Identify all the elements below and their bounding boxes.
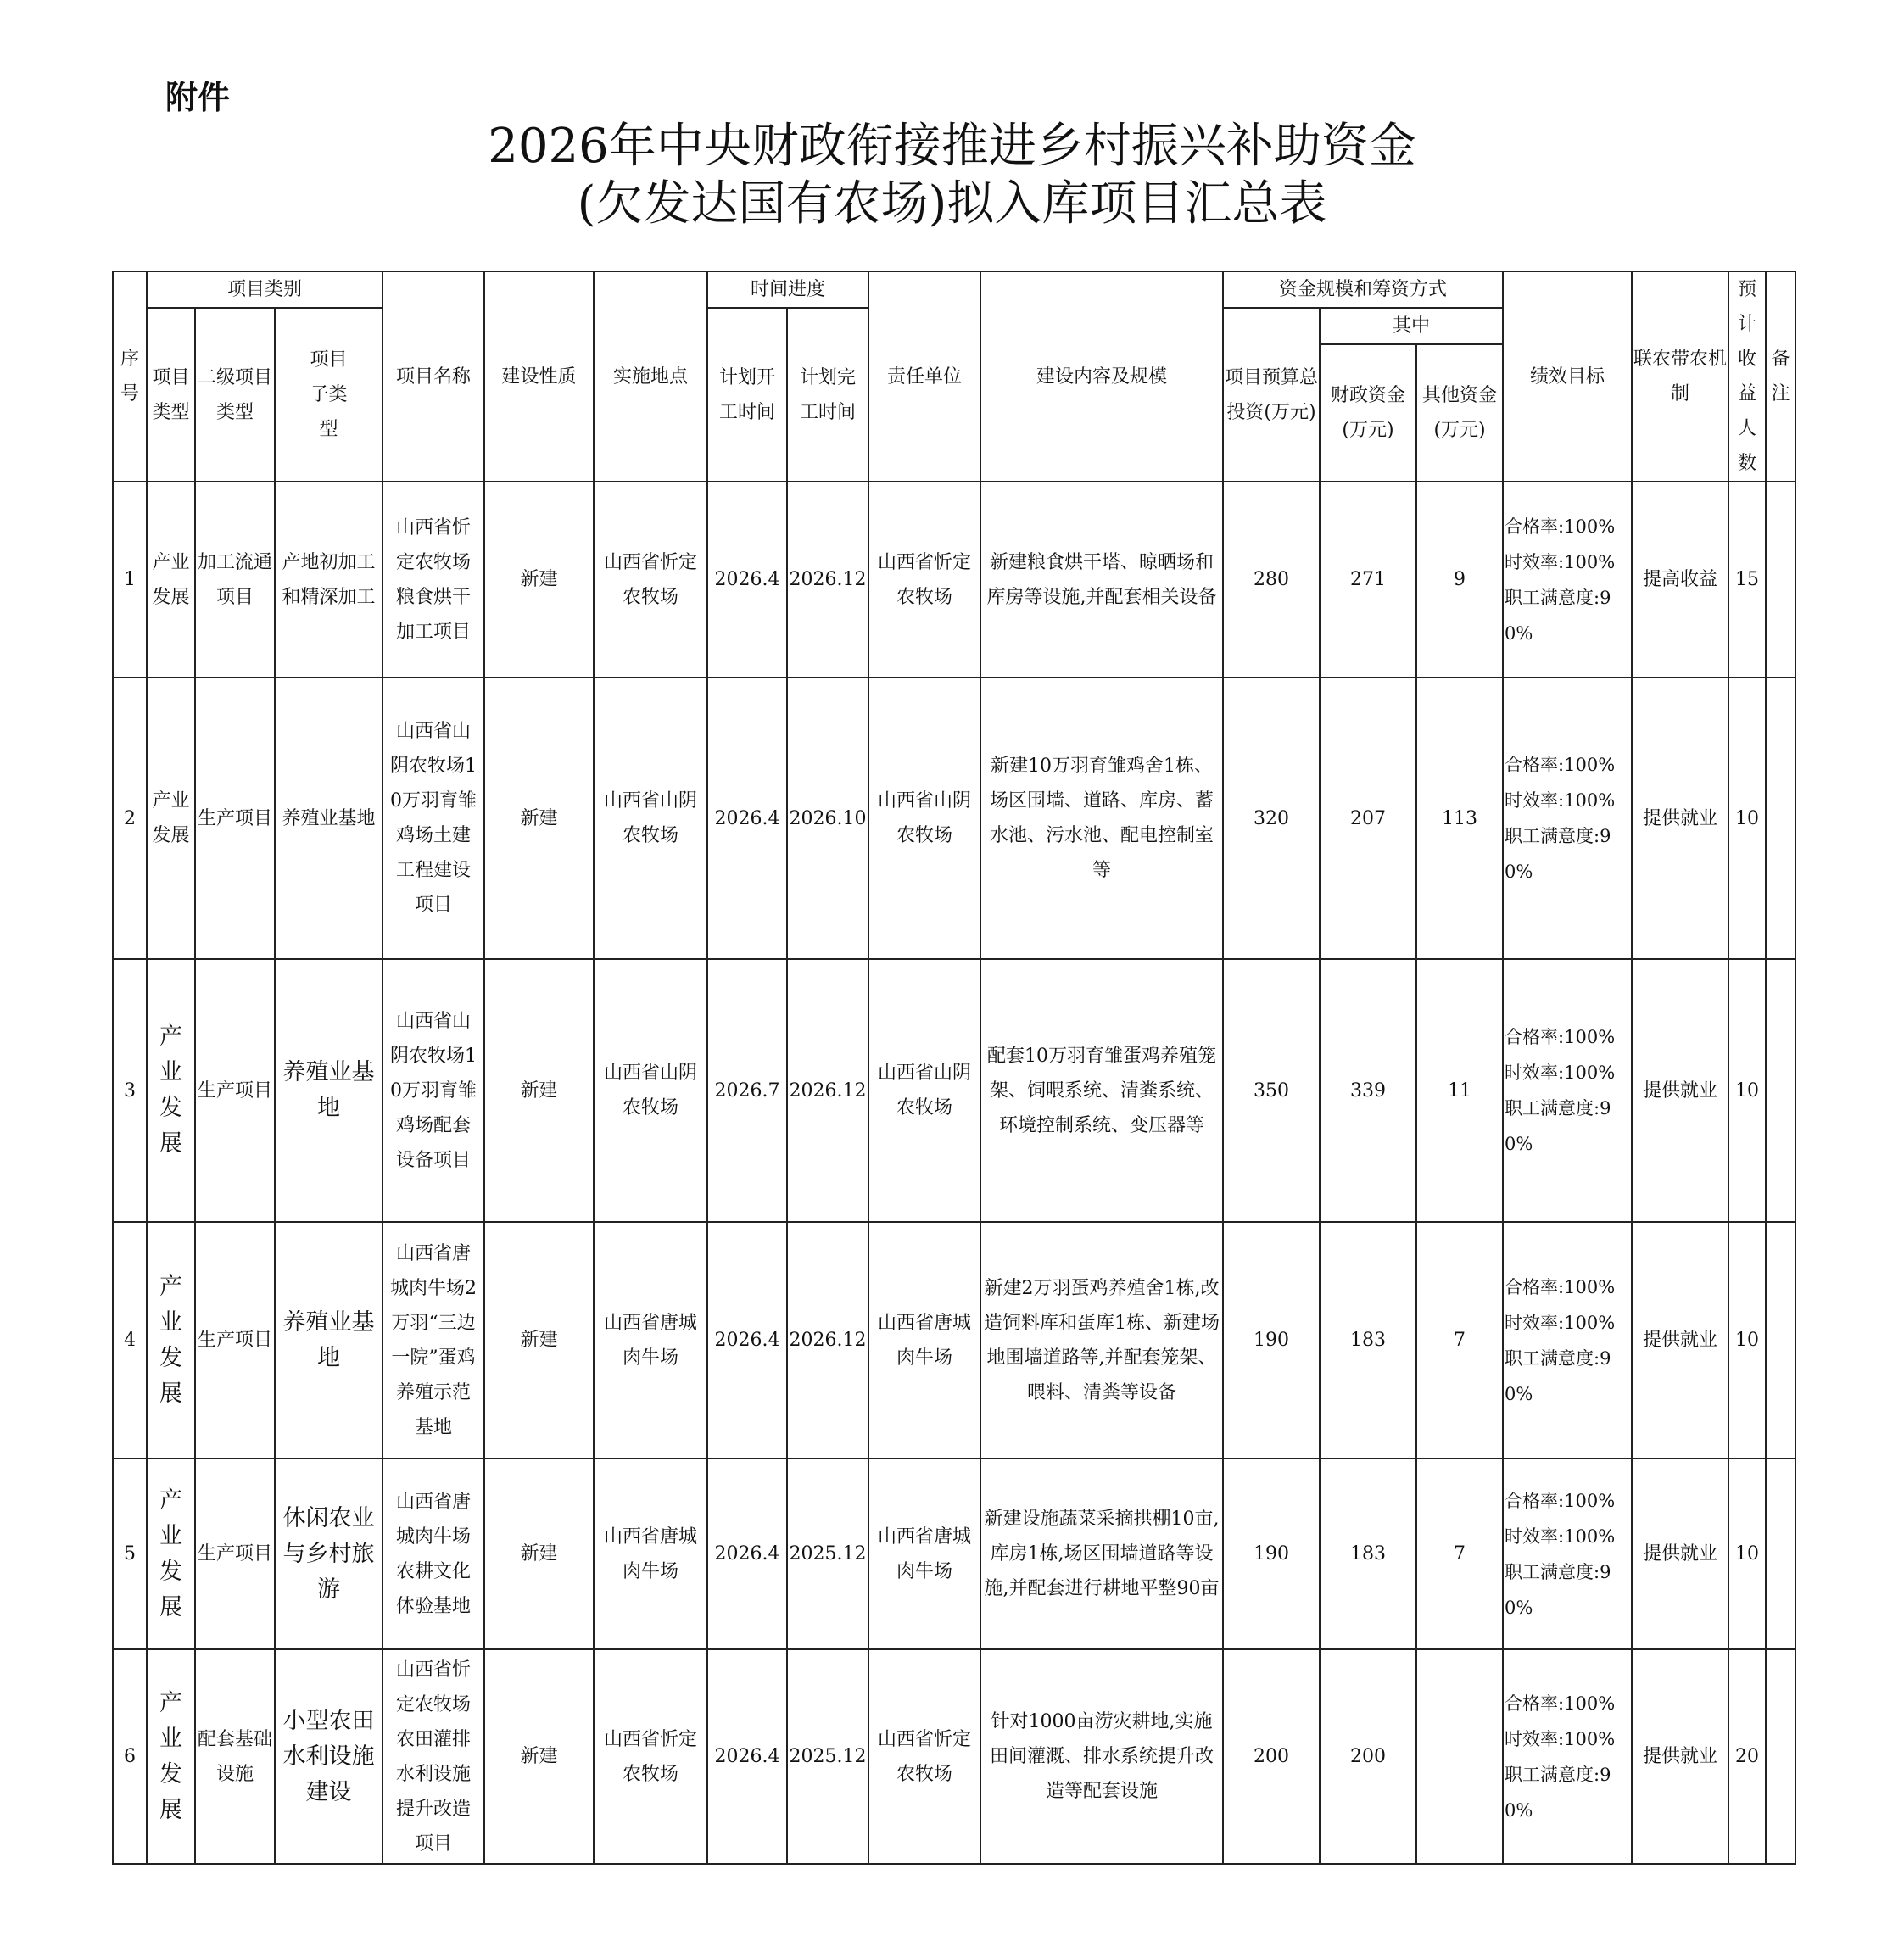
cell-mechanism: 提供就业 — [1632, 1649, 1728, 1864]
header-category-group: 项目类别 — [147, 271, 382, 308]
cell-start: 2026.4 — [707, 482, 787, 678]
cell-mechanism: 提供就业 — [1632, 678, 1728, 959]
cell-remarks — [1766, 678, 1795, 959]
cell-remarks — [1766, 959, 1795, 1222]
cell-type: 产业发展 — [147, 1459, 195, 1649]
header-total: 项目预算总投资(万元) — [1223, 308, 1320, 482]
table-row — [113, 1459, 1795, 1649]
cell-performance: 合格率:100% 时效率:100% 职工满意度:90% — [1503, 1222, 1632, 1459]
cell-type: 产业发展 — [147, 1649, 195, 1864]
cell-start: 2026.4 — [707, 1459, 787, 1649]
cell-subtype: 休闲农业与乡村旅游 — [275, 1459, 382, 1649]
cell-start: 2026.4 — [707, 1222, 787, 1459]
cell-content: 新建10万羽育雏鸡舍1栋、场区围墙、道路、库房、蓄水池、污水池、配电控制室等 — [980, 678, 1223, 959]
cell-content: 针对1000亩涝灾耕地,实施田间灌溉、排水系统提升改造等配套设施 — [980, 1649, 1223, 1864]
header-subtype: 项目子类型 — [275, 308, 382, 482]
cell-beneficiaries: 20 — [1728, 1649, 1766, 1864]
cell-other: 7 — [1416, 1459, 1503, 1649]
cell-location: 山西省忻定农牧场 — [594, 1649, 707, 1864]
cell-type: 产业发展 — [147, 678, 195, 959]
cell-unit: 山西省忻定农牧场 — [868, 482, 980, 678]
cell-seq: 5 — [113, 1459, 147, 1649]
table-row — [113, 678, 1795, 959]
cell-name: 山西省山阴农牧场10万羽育雏鸡场土建工程建设项目 — [382, 678, 484, 959]
cell-location: 山西省唐城肉牛场 — [594, 1459, 707, 1649]
cell-content: 新建粮食烘干塔、晾晒场和库房等设施,并配套相关设备 — [980, 482, 1223, 678]
cell-unit: 山西省山阴农牧场 — [868, 959, 980, 1222]
cell-performance: 合格率:100% 时效率:100% 职工满意度:90% — [1503, 959, 1632, 1222]
cell-seq: 3 — [113, 959, 147, 1222]
cell-other: 11 — [1416, 959, 1503, 1222]
cell-name: 山西省忻定农牧场粮食烘干加工项目 — [382, 482, 484, 678]
cell-subtype2: 生产项目 — [195, 1459, 275, 1649]
cell-other — [1416, 1649, 1503, 1864]
cell-location: 山西省山阴农牧场 — [594, 959, 707, 1222]
project-summary-table — [112, 271, 1796, 1865]
cell-subtype2: 配套基础设施 — [195, 1649, 275, 1864]
cell-content: 新建设施蔬菜采摘拱棚10亩,库房1栋,场区围墙道路等设施,并配套进行耕地平整90亩 — [980, 1459, 1223, 1649]
cell-location: 山西省忻定农牧场 — [594, 482, 707, 678]
cell-performance: 合格率:100% 时效率:100% 职工满意度:90% — [1503, 678, 1632, 959]
cell-unit: 山西省唐城肉牛场 — [868, 1222, 980, 1459]
cell-total: 190 — [1223, 1222, 1320, 1459]
cell-fiscal: 183 — [1320, 1222, 1416, 1459]
cell-other: 9 — [1416, 482, 1503, 678]
cell-beneficiaries: 15 — [1728, 482, 1766, 678]
cell-performance: 合格率:100% 时效率:100% 职工满意度:90% — [1503, 482, 1632, 678]
cell-end: 2026.12 — [787, 482, 868, 678]
cell-total: 280 — [1223, 482, 1320, 678]
header-other: 其他资金(万元) — [1416, 344, 1503, 482]
cell-unit: 山西省忻定农牧场 — [868, 1649, 980, 1864]
cell-performance: 合格率:100% 时效率:100% 职工满意度:90% — [1503, 1649, 1632, 1864]
cell-beneficiaries: 10 — [1728, 959, 1766, 1222]
header-of-which: 其中 — [1320, 308, 1503, 344]
cell-type: 产业发展 — [147, 1222, 195, 1459]
cell-beneficiaries: 10 — [1728, 1222, 1766, 1459]
header-end: 计划完工时间 — [787, 308, 868, 482]
cell-fiscal: 339 — [1320, 959, 1416, 1222]
header-location: 实施地点 — [594, 271, 707, 482]
table-row — [113, 1649, 1795, 1864]
header-subtype2: 二级项目类型 — [195, 308, 275, 482]
header-nature: 建设性质 — [484, 271, 594, 482]
cell-content: 配套10万羽育雏蛋鸡养殖笼架、饲喂系统、清粪系统、环境控制系统、变压器等 — [980, 959, 1223, 1222]
cell-unit: 山西省唐城肉牛场 — [868, 1459, 980, 1649]
table-row — [113, 482, 1795, 678]
cell-mechanism: 提供就业 — [1632, 959, 1728, 1222]
cell-total: 200 — [1223, 1649, 1320, 1864]
cell-type: 产业发展 — [147, 959, 195, 1222]
table-row — [113, 1222, 1795, 1459]
cell-remarks — [1766, 1459, 1795, 1649]
cell-subtype: 养殖业基地 — [275, 678, 382, 959]
header-performance: 绩效目标 — [1503, 271, 1632, 482]
cell-mechanism: 提高收益 — [1632, 482, 1728, 678]
cell-seq: 6 — [113, 1649, 147, 1864]
cell-performance: 合格率:100% 时效率:100% 职工满意度:90% — [1503, 1459, 1632, 1649]
header-seq: 序号 — [113, 271, 147, 482]
header-content: 建设内容及规模 — [980, 271, 1223, 482]
header-funding-group: 资金规模和筹资方式 — [1223, 271, 1503, 308]
cell-subtype2: 加工流通项目 — [195, 482, 275, 678]
table-row — [113, 959, 1795, 1222]
cell-location: 山西省唐城肉牛场 — [594, 1222, 707, 1459]
cell-seq: 4 — [113, 1222, 147, 1459]
cell-subtype2: 生产项目 — [195, 1222, 275, 1459]
cell-other: 113 — [1416, 678, 1503, 959]
header-mechanism: 联农带农机制 — [1632, 271, 1728, 482]
cell-start: 2026.4 — [707, 678, 787, 959]
header-unit: 责任单位 — [868, 271, 980, 482]
cell-subtype2: 生产项目 — [195, 959, 275, 1222]
cell-nature: 新建 — [484, 1459, 594, 1649]
cell-name: 山西省忻定农牧场农田灌排水利设施提升改造项目 — [382, 1649, 484, 1864]
cell-fiscal: 271 — [1320, 482, 1416, 678]
header-start: 计划开工时间 — [707, 308, 787, 482]
cell-beneficiaries: 10 — [1728, 678, 1766, 959]
cell-remarks — [1766, 1222, 1795, 1459]
cell-fiscal: 183 — [1320, 1459, 1416, 1649]
cell-end: 2026.12 — [787, 959, 868, 1222]
header-beneficiaries: 预计收益人数 — [1728, 271, 1766, 482]
cell-type: 产业发展 — [147, 482, 195, 678]
cell-nature: 新建 — [484, 1222, 594, 1459]
cell-subtype: 养殖业基地 — [275, 1222, 382, 1459]
cell-remarks — [1766, 482, 1795, 678]
cell-total: 190 — [1223, 1459, 1320, 1649]
cell-start: 2026.7 — [707, 959, 787, 1222]
cell-subtype: 产地初加工和精深加工 — [275, 482, 382, 678]
cell-mechanism: 提供就业 — [1632, 1222, 1728, 1459]
cell-name: 山西省唐城肉牛场农耕文化体验基地 — [382, 1459, 484, 1649]
header-row-1 — [113, 271, 1795, 308]
document-title-line2: (欠发达国有农场)拟入库项目汇总表 — [577, 176, 1327, 231]
cell-seq: 2 — [113, 678, 147, 959]
cell-nature: 新建 — [484, 482, 594, 678]
cell-location: 山西省山阴农牧场 — [594, 678, 707, 959]
document-title-line1: 2026年中央财政衔接推进乡村振兴补助资金 — [488, 119, 1416, 174]
cell-content: 新建2万羽蛋鸡养殖舍1栋,改造饲料库和蛋库1栋、新建场地围墙道路等,并配套笼架、喂料、清粪等设备 — [980, 1222, 1223, 1459]
cell-end: 2025.12 — [787, 1649, 868, 1864]
header-fiscal: 财政资金(万元) — [1320, 344, 1416, 482]
cell-nature: 新建 — [484, 1649, 594, 1864]
cell-nature: 新建 — [484, 678, 594, 959]
header-type: 项目类型 — [147, 308, 195, 482]
cell-end: 2026.12 — [787, 1222, 868, 1459]
cell-total: 320 — [1223, 678, 1320, 959]
cell-unit: 山西省山阴农牧场 — [868, 678, 980, 959]
cell-total: 350 — [1223, 959, 1320, 1222]
cell-seq: 1 — [113, 482, 147, 678]
cell-beneficiaries: 10 — [1728, 1459, 1766, 1649]
cell-nature: 新建 — [484, 959, 594, 1222]
cell-subtype2: 生产项目 — [195, 678, 275, 959]
cell-name: 山西省山阴农牧场10万羽育雏鸡场配套设备项目 — [382, 959, 484, 1222]
cell-fiscal: 200 — [1320, 1649, 1416, 1864]
cell-subtype: 养殖业基地 — [275, 959, 382, 1222]
cell-mechanism: 提供就业 — [1632, 1459, 1728, 1649]
cell-end: 2025.12 — [787, 1459, 868, 1649]
cell-subtype: 小型农田水利设施建设 — [275, 1649, 382, 1864]
header-name: 项目名称 — [382, 271, 484, 482]
cell-fiscal: 207 — [1320, 678, 1416, 959]
cell-start: 2026.4 — [707, 1649, 787, 1864]
cell-remarks — [1766, 1649, 1795, 1864]
cell-name: 山西省唐城肉牛场2万羽“三边一院”蛋鸡养殖示范基地 — [382, 1222, 484, 1459]
attachment-label: 附件 — [165, 79, 231, 116]
header-remarks: 备注 — [1766, 271, 1795, 482]
cell-other: 7 — [1416, 1222, 1503, 1459]
header-schedule-group: 时间进度 — [707, 271, 868, 308]
cell-end: 2026.10 — [787, 678, 868, 959]
